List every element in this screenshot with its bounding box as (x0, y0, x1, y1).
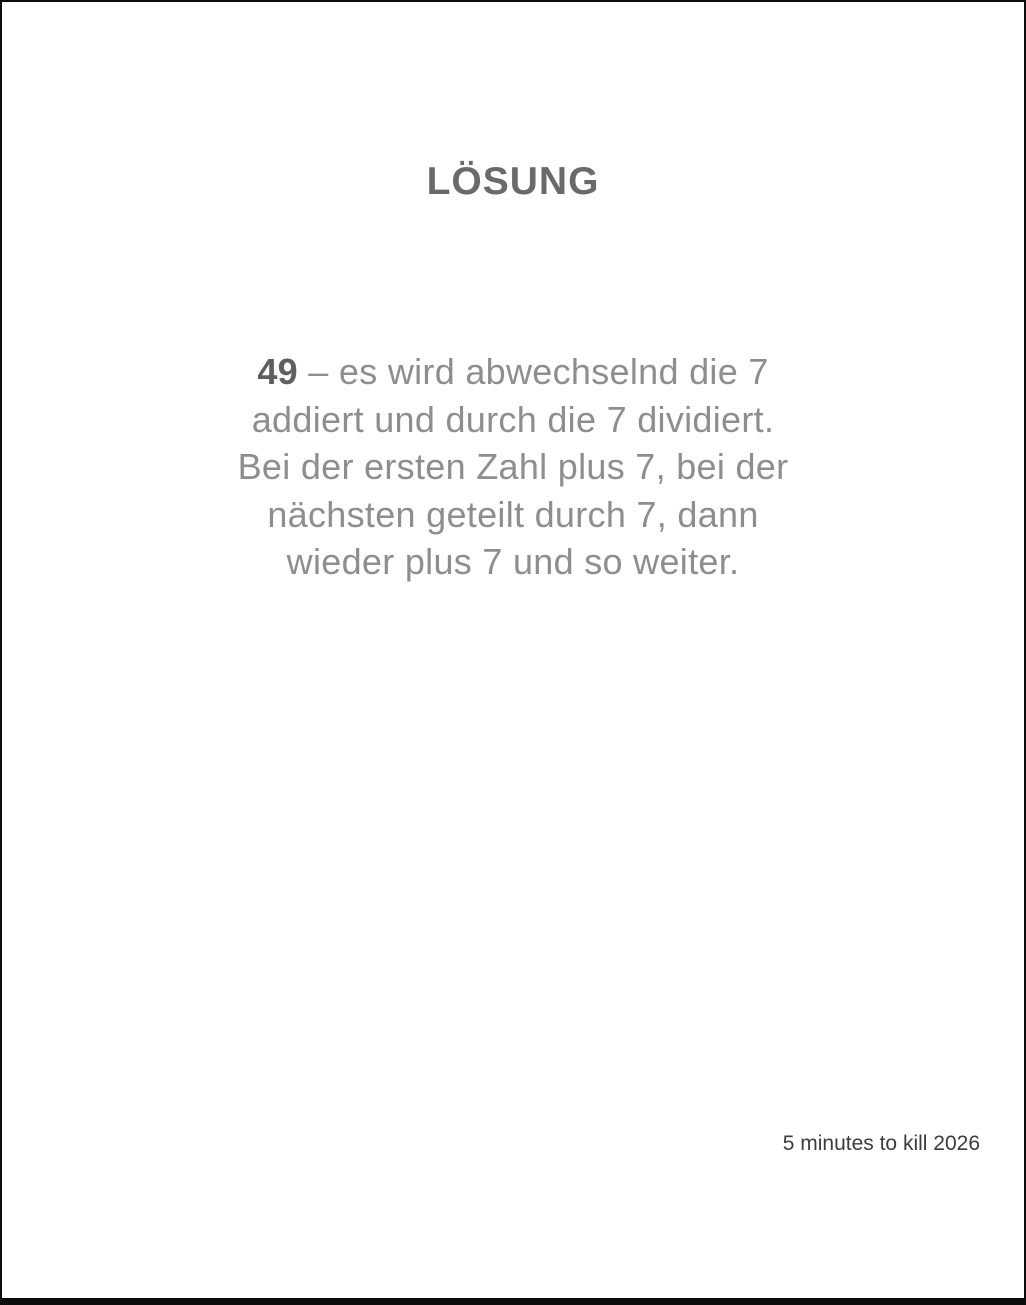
solution-line-2: addiert und durch die 7 dividiert. (251, 398, 775, 440)
solution-line-4: nächsten geteilt durch 7, dann (267, 493, 759, 535)
footer-credit: 5 minutes to kill 2026 (782, 1132, 980, 1155)
solution-line-5: wieder plus 7 und so weiter. (286, 541, 740, 582)
solution-line-3: Bei der ersten Zahl plus 7, bei der (237, 446, 789, 487)
solution-answer-number: 49 (257, 351, 298, 392)
solution-line-1-text: – es wird abwechselnd die 7 (297, 351, 769, 392)
page-title: LÖSUNG (426, 160, 600, 203)
solution-line-1 (2, 348, 1024, 396)
solution-paragraph (2, 348, 1024, 586)
